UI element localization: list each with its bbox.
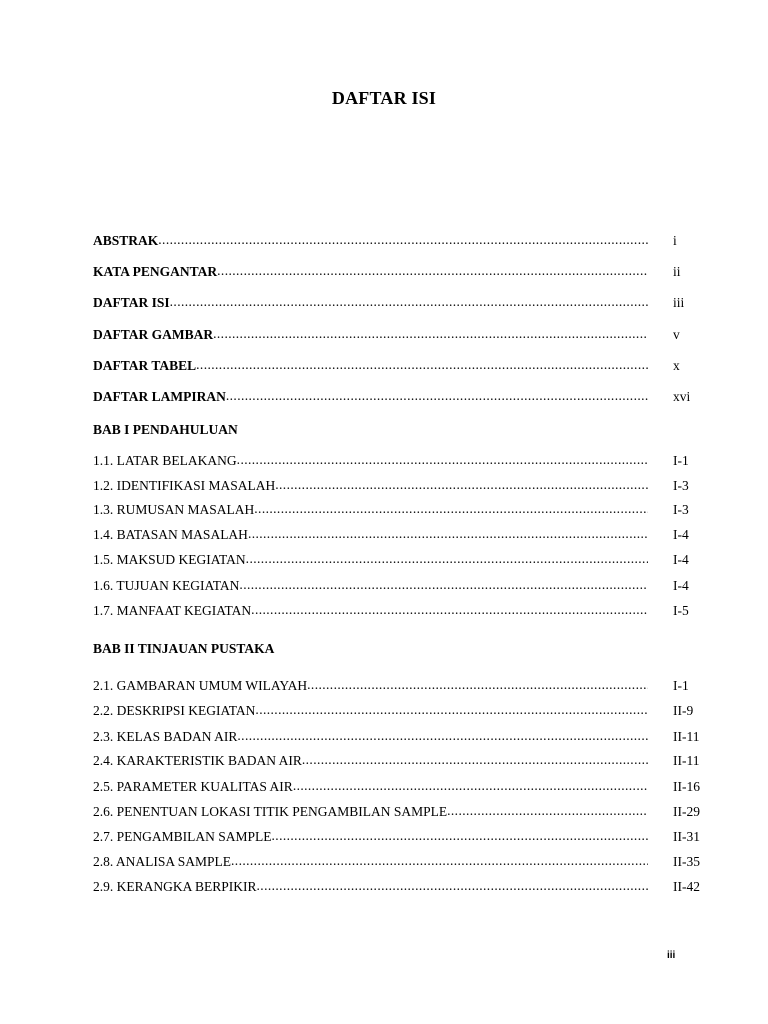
page-number: iii — [667, 950, 676, 961]
toc-entry-page: v — [673, 327, 680, 342]
dot-leader — [255, 702, 648, 718]
toc-entry-label: DAFTAR ISI — [93, 295, 170, 310]
toc-entry-label: 1.6. TUJUAN KEGIATAN — [93, 578, 240, 593]
toc-entry-daftar-isi[interactable] — [93, 295, 705, 315]
toc-entry-abstrak[interactable] — [93, 233, 705, 253]
toc-entry[interactable] — [93, 478, 705, 498]
toc-entry-label: 1.3. RUMUSAN MASALAH — [93, 502, 255, 517]
toc-entry[interactable] — [93, 453, 705, 473]
toc-entry-page: II-35 — [673, 854, 700, 869]
toc-entry-label: 2.5. PARAMETER KUALITAS AIR — [93, 779, 293, 794]
dot-leader — [447, 803, 648, 819]
toc-entry-label: 2.1. GAMBARAN UMUM WILAYAH — [93, 678, 308, 693]
toc-entry[interactable] — [93, 804, 705, 824]
toc-entry-label: KATA PENGANTAR — [93, 264, 218, 279]
toc-entry[interactable] — [93, 829, 705, 849]
toc-entry-label: 2.4. KARAKTERISTIK BADAN AIR — [93, 753, 302, 768]
toc-entry[interactable] — [93, 779, 705, 799]
toc-entry-page: I-4 — [673, 578, 689, 593]
toc-entry-label: 1.5. MAKSUD KEGIATAN — [93, 552, 246, 567]
toc-entry-label: 1.1. LATAR BELAKANG — [93, 453, 237, 468]
dot-leader — [226, 388, 648, 404]
dot-leader — [275, 477, 648, 493]
dot-leader — [251, 602, 648, 618]
toc-entry-label: 1.4. BATASAN MASALAH — [93, 527, 248, 542]
dot-leader — [170, 294, 648, 310]
dot-leader — [257, 878, 648, 894]
chapter-heading-bab-2: BAB II TINJAUAN PUSTAKA — [93, 641, 275, 656]
toc-entry[interactable] — [93, 678, 705, 698]
toc-entry[interactable] — [93, 729, 705, 749]
dot-leader — [237, 728, 648, 744]
toc-entry-page: II-11 — [673, 753, 700, 768]
toc-entry-page: I-3 — [673, 478, 689, 493]
toc-entry-label: 2.2. DESKRIPSI KEGIATAN — [93, 703, 256, 718]
dot-leader — [272, 828, 648, 844]
page-title: DAFTAR ISI — [331, 88, 437, 108]
toc-entry-label: DAFTAR TABEL — [93, 358, 197, 373]
toc-entry-page: II-9 — [673, 703, 694, 718]
toc-entry-label: 2.8. ANALISA SAMPLE — [93, 854, 232, 869]
toc-entry-label: DAFTAR GAMBAR — [93, 327, 214, 342]
toc-entry-page: I-1 — [673, 678, 689, 693]
toc-entry-page: i — [673, 233, 677, 248]
dot-leader — [239, 577, 648, 593]
toc-entry[interactable] — [93, 502, 705, 522]
dot-leader — [231, 853, 648, 869]
toc-entry[interactable] — [93, 879, 705, 899]
toc-entry-label: 2.6. PENENTUAN LOKASI TITIK PENGAMBILAN SAMPLE — [93, 804, 448, 819]
toc-entry-label: 2.9. KERANGKA BERPIKIR — [93, 879, 257, 894]
toc-entry-page: II-31 — [673, 829, 700, 844]
toc-entry[interactable] — [93, 753, 705, 773]
toc-entry[interactable] — [93, 552, 705, 572]
toc-entry-page: ii — [673, 264, 681, 279]
toc-entry-label: DAFTAR LAMPIRAN — [93, 389, 226, 404]
toc-entry[interactable] — [93, 703, 705, 723]
toc-entry-kata-pengantar[interactable] — [93, 264, 705, 284]
toc-entry-label: 1.2. IDENTIFIKASI MASALAH — [93, 478, 276, 493]
dot-leader — [213, 326, 648, 342]
toc-entry-page: iii — [673, 295, 685, 310]
dot-leader — [246, 551, 648, 567]
toc-entry-page: I-5 — [673, 603, 689, 618]
dot-leader — [293, 778, 648, 794]
dot-leader — [302, 752, 648, 768]
toc-entry-page: I-4 — [673, 527, 689, 542]
toc-entry-page: II-11 — [673, 729, 700, 744]
toc-entry-page: II-16 — [673, 779, 700, 794]
dot-leader — [254, 501, 648, 517]
toc-entry-page: xvi — [673, 389, 691, 404]
toc-entry-label: 2.3. KELAS BADAN AIR — [93, 729, 238, 744]
toc-entry-daftar-lampiran[interactable] — [93, 389, 705, 409]
toc-entry-page: II-42 — [673, 879, 700, 894]
dot-leader — [248, 526, 648, 542]
toc-entry-page: II-29 — [673, 804, 700, 819]
dot-leader — [307, 677, 648, 693]
toc-entry-page: x — [673, 358, 680, 373]
toc-entry-page: I-3 — [673, 502, 689, 517]
toc-entry-label: 2.7. PENGAMBILAN SAMPLE — [93, 829, 272, 844]
toc-entry[interactable] — [93, 603, 705, 623]
dot-leader — [158, 232, 648, 248]
chapter-heading-bab-1: BAB I PENDAHULUAN — [93, 422, 238, 437]
toc-entry-label: 1.7. MANFAAT KEGIATAN — [93, 603, 252, 618]
toc-entry-label: ABSTRAK — [93, 233, 159, 248]
toc-entry-page: I-4 — [673, 552, 689, 567]
toc-entry-page: I-1 — [673, 453, 689, 468]
toc-entry-daftar-tabel[interactable] — [93, 358, 705, 378]
dot-leader — [196, 357, 648, 373]
toc-entry[interactable] — [93, 578, 705, 598]
toc-entry-daftar-gambar[interactable] — [93, 327, 705, 347]
dot-leader — [237, 452, 648, 468]
toc-entry[interactable] — [93, 854, 705, 874]
dot-leader — [217, 263, 648, 279]
toc-entry[interactable] — [93, 527, 705, 547]
